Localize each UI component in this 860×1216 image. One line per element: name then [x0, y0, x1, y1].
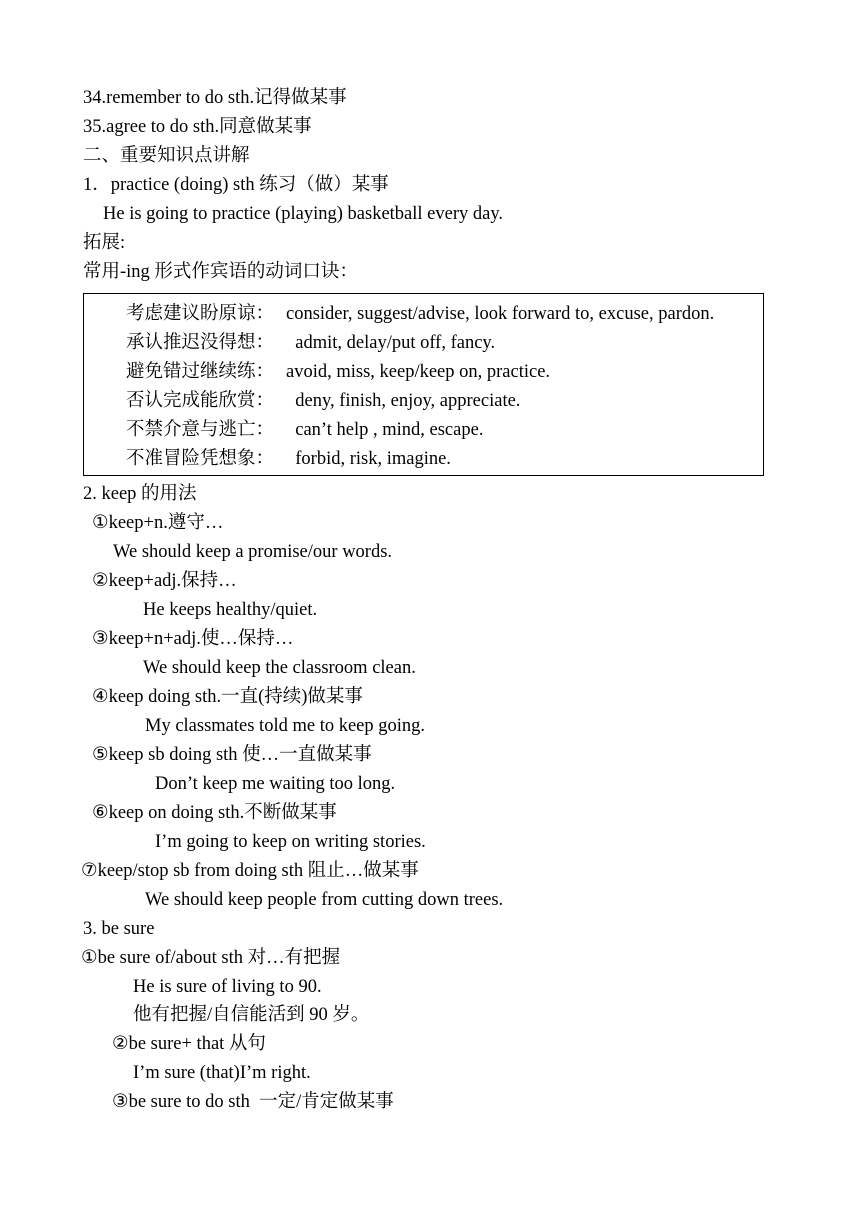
mnemonic-intro: 常用-ing 形式作宾语的动词口诀： — [83, 262, 358, 282]
point-3-title: 3. be sure — [83, 919, 155, 939]
point-1-title: 1．practice (doing) sth 练习（做）某事 — [83, 175, 389, 195]
mnemonic-verbs: avoid, miss, keep/keep on, practice. — [286, 362, 551, 382]
vocab-item-35: 35.agree to do sth.同意做某事 — [83, 117, 312, 137]
mnemonic-verbs: forbid, risk, imagine. — [286, 449, 451, 469]
usage-item: ⑤keep sb doing sth 使…一直做某事 — [92, 745, 372, 765]
usage-example: He keeps healthy/quiet. — [143, 600, 318, 620]
mnemonic-row — [126, 419, 483, 441]
usage-example: He is sure of living to 90. — [133, 977, 322, 997]
mnemonic-verbs: admit, delay/put off, fancy. — [286, 333, 496, 353]
mnemonic-verbs: deny, finish, enjoy, appreciate. — [286, 391, 521, 411]
usage-example: We should keep people from cutting down trees. — [145, 890, 504, 910]
usage-item: ④keep doing sth.一直(持续)做某事 — [92, 687, 363, 707]
mnemonic-key: 承认推迟没得想： — [126, 333, 275, 353]
usage-item: ③keep+n+adj.使…保持… — [92, 629, 294, 649]
mnemonic-key: 避免错过继续练： — [126, 362, 275, 382]
mnemonic-row — [126, 332, 495, 354]
mnemonic-key: 否认完成能欣赏： — [126, 391, 275, 411]
section-heading: 二、重要知识点讲解 — [83, 146, 250, 166]
usage-example: I’m going to keep on writing stories. — [155, 832, 426, 852]
point-2-title: 2. keep 的用法 — [83, 484, 197, 504]
usage-item: ③be sure to do sth 一定/肯定做某事 — [112, 1092, 394, 1112]
mnemonic-row — [126, 390, 520, 412]
mnemonic-key: 考虑建议盼原谅： — [126, 304, 275, 324]
mnemonic-verbs: can’t help , mind, escape. — [286, 420, 484, 440]
usage-item: ⑦keep/stop sb from doing sth 阻止…做某事 — [81, 861, 419, 881]
usage-item: ①keep+n.遵守… — [92, 513, 224, 533]
usage-item: ①be sure of/about sth 对…有把握 — [81, 948, 341, 968]
mnemonic-box — [83, 293, 764, 476]
usage-item: ⑥keep on doing sth.不断做某事 — [92, 803, 337, 823]
usage-item: ②be sure+ that 从句 — [112, 1034, 266, 1054]
usage-example: My classmates told me to keep going. — [145, 716, 426, 736]
usage-example: Don’t keep me waiting too long. — [155, 774, 396, 794]
usage-example: We should keep a promise/our words. — [113, 542, 393, 562]
usage-item: ②keep+adj.保持… — [92, 571, 237, 591]
point-1-example: He is going to practice (playing) basketball every day. — [103, 204, 504, 224]
vocab-item-34: 34.remember to do sth.记得做某事 — [83, 88, 347, 108]
usage-example-translation: 他有把握/自信能活到 90 岁。 — [133, 1005, 370, 1025]
mnemonic-row — [126, 303, 714, 325]
extension-label: 拓展: — [83, 233, 126, 253]
mnemonic-verbs: consider, suggest/advise, look forward to, excuse, pardon. — [286, 304, 715, 324]
mnemonic-row — [126, 448, 451, 470]
usage-example: I’m sure (that)I’m right. — [133, 1063, 311, 1083]
usage-example: We should keep the classroom clean. — [143, 658, 416, 678]
mnemonic-key: 不准冒险凭想象： — [126, 449, 275, 469]
mnemonic-key: 不禁介意与逃亡： — [126, 420, 275, 440]
mnemonic-row — [126, 361, 550, 383]
